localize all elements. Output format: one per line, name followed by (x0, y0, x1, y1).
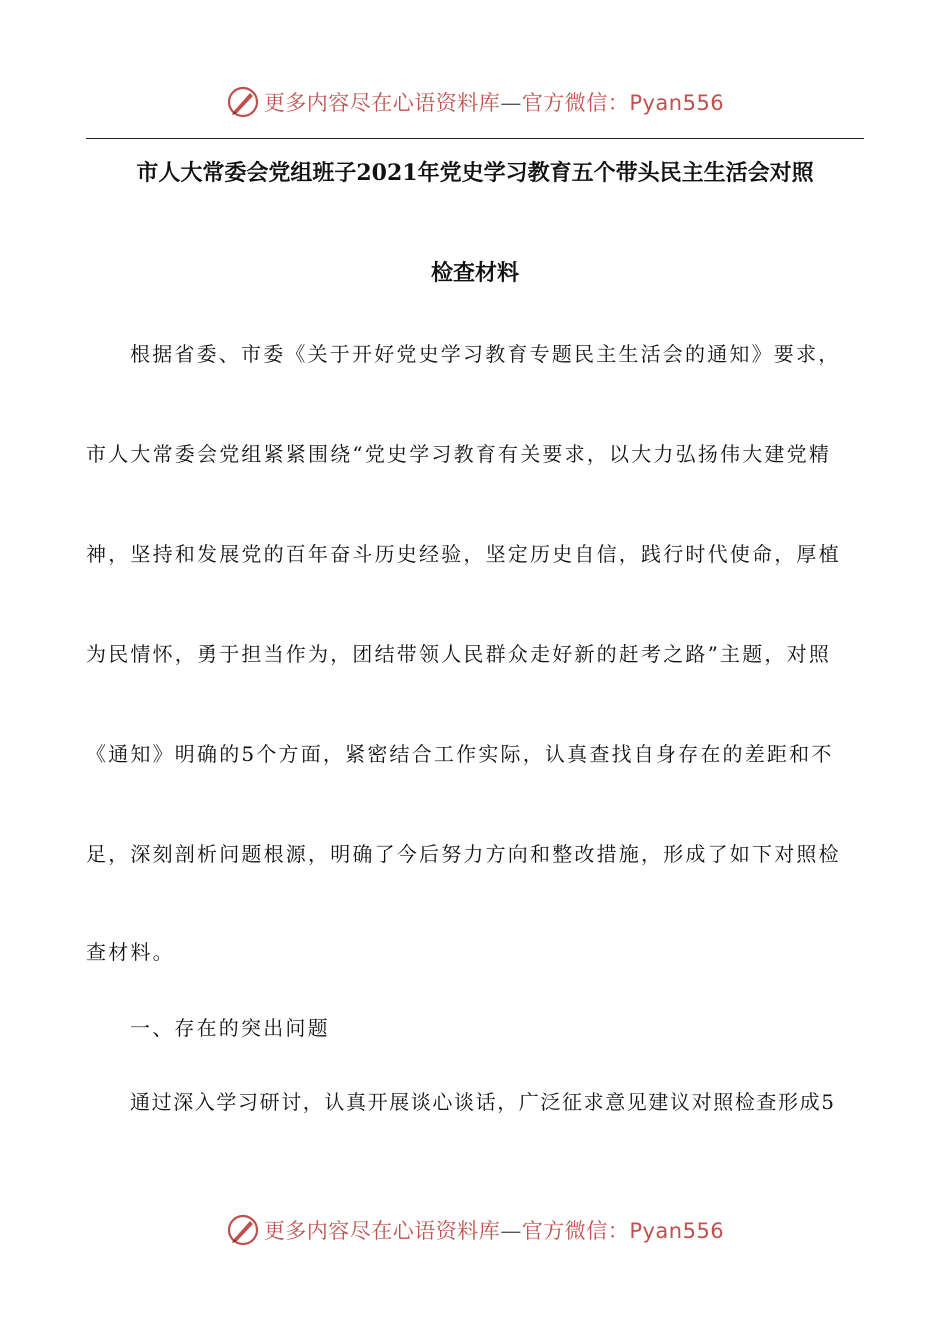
footer-banner (0, 1210, 950, 1250)
banner-dash: — (500, 91, 522, 115)
banner-dash: — (500, 1219, 522, 1243)
body-line: 为民情怀，勇于担当作为，团结带领人民群众走好新的赶考之路”主题，对照 (86, 642, 832, 666)
pen-logo-icon (226, 1213, 260, 1247)
body-line: 通过深入学习研讨，认真开展谈心谈话，广泛征求意见建议对照检查形成5 (130, 1090, 836, 1114)
pen-logo-icon (226, 85, 260, 119)
header-banner (0, 82, 950, 122)
body-line: 根据省委、市委《关于开好党史学习教育专题民主生活会的通知》要求， (130, 342, 841, 366)
body-line: 查材料。 (86, 940, 175, 964)
document-title-line-2: 检查材料 (430, 260, 519, 286)
body-line: 《通知》明确的5个方面，紧密结合工作实际，认真查找自身存在的差距和不 (86, 742, 834, 766)
section-heading: 一、存在的突出问题 (130, 1016, 330, 1040)
header-rule (86, 138, 864, 139)
document-title-line-1: 市人大常委会党组班子2021年党史学习教育五个带头民主生活会对照 (136, 160, 814, 186)
body-line: 市人大常委会党组紧紧围绕“党史学习教育有关要求，以大力弘扬伟大建党精 (86, 442, 832, 466)
banner-text: 更多内容尽在心语资料库 (263, 1219, 501, 1243)
wechat-label: 官方微信： (521, 91, 630, 115)
wechat-label: 官方微信： (521, 1219, 630, 1243)
banner-text: 更多内容尽在心语资料库 (263, 91, 501, 115)
body-line: 神，坚持和发展党的百年奋斗历史经验，坚定历史自信，践行时代使命，厚植 (86, 542, 841, 566)
wechat-id: Pyan556 (629, 1219, 725, 1243)
wechat-id: Pyan556 (629, 91, 725, 115)
body-line: 足，深刻剖析问题根源，明确了今后努力方向和整改措施，形成了如下对照检 (86, 842, 841, 866)
